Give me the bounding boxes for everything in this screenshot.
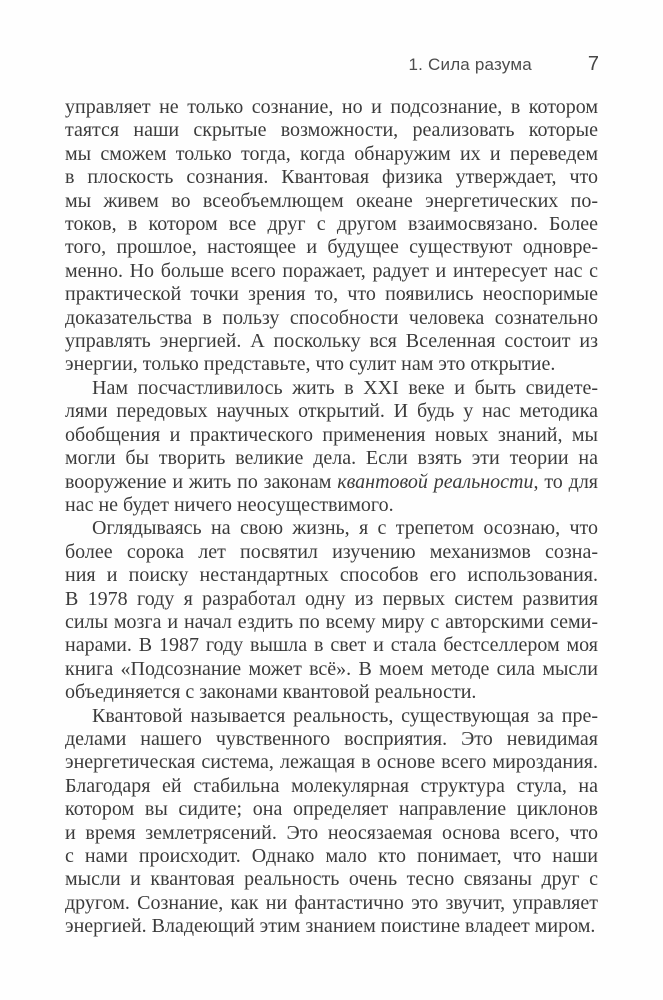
text-line: [65, 775, 598, 798]
text-segment: Квантовой называется реальность, существующая за пре-: [92, 704, 598, 727]
text-segment: управлять энергией. А поскольку вся Вселенная состоит из: [65, 330, 598, 353]
text-segment: таятся наши скрытые возможности, реализовать которые: [65, 119, 598, 142]
text-line: [65, 143, 598, 166]
chapter-running-title: 1. Сила разума: [408, 55, 532, 74]
text-line: [65, 868, 598, 891]
text-segment: ния и поиску нестандартных способов его использования.: [65, 564, 598, 587]
text-segment: вооружение и жить по законам: [65, 470, 338, 493]
italic-phrase: квантовой реальности: [337, 470, 534, 493]
text-segment: В 1978 году я разработал одну из первых систем развития: [65, 587, 598, 610]
text-segment: нас не будет ничего неосуществимого.: [65, 493, 394, 516]
text-line: [65, 494, 598, 517]
text-segment: управляет не только сознание, но и подсознание, в котором: [65, 96, 598, 118]
text-line: [65, 307, 598, 330]
running-header: [0, 0, 663, 76]
text-segment: делами нашего чувственного восприятия. Это невидимая: [65, 727, 598, 750]
text-segment: энергии, только представьте, что сулит нам это открытие.: [65, 353, 556, 376]
text-segment: практической точки зрения то, что появились неоспоримые: [65, 283, 598, 306]
text-line: [65, 400, 598, 423]
text-segment: силы мозга и начал ездить по всему миру с авторскими семи-: [65, 610, 598, 633]
text-line: [65, 96, 598, 119]
text-line: [65, 915, 598, 938]
text-segment: токов, в котором все друг с другом взаимосвязано. Более: [65, 213, 598, 236]
text-line: [65, 892, 598, 915]
text-line: [65, 822, 598, 845]
text-segment: Благодаря ей стабильна молекулярная структура стула, на: [65, 774, 598, 797]
text-segment: более сорока лет посвятил изучению механизмов созна-: [65, 540, 598, 563]
paragraph: [65, 517, 598, 704]
text-line: [65, 517, 598, 540]
text-line: [65, 845, 598, 868]
text-segment: и время землетрясений. Это неосязаемая основа всего, что: [65, 821, 598, 844]
text-segment: книга «Подсознание может всё». В моем методе сила мысли: [65, 657, 598, 680]
text-line: [65, 471, 598, 494]
text-line: [65, 634, 598, 657]
text-line: [65, 681, 598, 704]
text-line: [65, 190, 598, 213]
text-line: [65, 283, 598, 306]
text-line: [65, 260, 598, 283]
text-line: [65, 705, 598, 728]
text-line: [65, 236, 598, 259]
text-segment: обобщения и практического применения новых знаний, мы: [65, 423, 598, 446]
paragraph: [65, 377, 598, 517]
text-segment: доказательства в пользу способности человека сознательно: [65, 306, 598, 329]
text-line: [65, 213, 598, 236]
text-line: [65, 728, 598, 751]
text-line: [65, 611, 598, 634]
text-line: [65, 447, 598, 470]
text-segment: мы живем во всеобъемлющем океане энергетических по-: [65, 189, 598, 212]
text-segment: энергетическая система, лежащая в основе всего мироздания.: [65, 751, 598, 774]
text-segment: , то для: [533, 470, 598, 493]
text-segment: Оглядываясь на свою жизнь, я с трепетом осознаю, что: [92, 517, 598, 540]
text-segment: того, прошлое, настоящее и будущее существуют одновре-: [65, 236, 598, 259]
text-segment: мы сможем только тогда, когда обнаружим их и переведем: [65, 142, 598, 165]
page-number: 7: [587, 53, 599, 75]
text-segment: другом. Сознание, как ни фантастично это звучит, управляет: [65, 891, 598, 914]
text-line: [65, 658, 598, 681]
text-segment: объединяется с законами квантовой реальности.: [65, 681, 477, 704]
text-segment: лями передовых научных открытий. И будь у нас методика: [65, 400, 598, 423]
text-segment: котором вы сидите; она определяет направление циклонов: [65, 798, 598, 821]
text-line: [65, 541, 598, 564]
text-line: [65, 424, 598, 447]
text-line: [65, 588, 598, 611]
text-segment: с нами происходит. Однако мало кто понимает, что наши: [65, 845, 598, 867]
text-segment: в плоскость сознания. Квантовая физика утверждает, что: [65, 166, 598, 189]
text-line: [65, 119, 598, 142]
text-line: [65, 798, 598, 821]
text-line: [65, 377, 598, 400]
text-segment: нарами. В 1987 году вышла в свет и стала бестселлером моя: [65, 634, 598, 657]
text-segment: мысли и квантовая реальность очень тесно связаны друг с: [65, 868, 598, 891]
text-segment: могли бы творить великие дела. Если взять эти теории на: [65, 447, 598, 470]
paragraph: [65, 96, 598, 377]
text-segment: энергией. Владеющий этим знанием поистине владеет миром.: [65, 915, 596, 938]
body-text: [0, 96, 663, 939]
text-line: [65, 751, 598, 774]
text-segment: Нам посчастливилось жить в XXI веке и быть свидете-: [92, 376, 598, 399]
text-line: [65, 330, 598, 353]
text-line: [65, 564, 598, 587]
text-line: [65, 353, 598, 376]
text-segment: менно. Но больше всего поражает, радует и интересует нас с: [65, 259, 598, 282]
paragraph: [65, 705, 598, 939]
text-line: [65, 166, 598, 189]
